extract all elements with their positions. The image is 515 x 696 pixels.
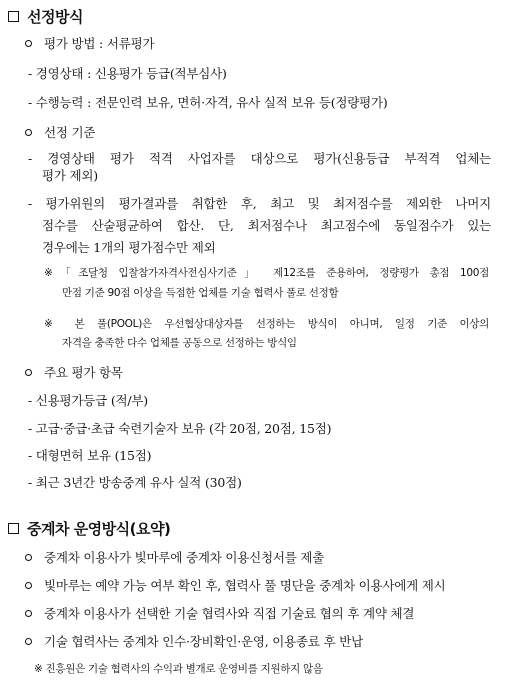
circle-bullet-icon [25,40,32,47]
section-title: 중계차 운영방식(요약) [27,520,171,538]
criteria-item-line: 경우에는 1개의 평가점수만 제외 [42,240,216,255]
note-line: 만점 기준 90점 이상을 득점한 업체를 기술 협력사 풀로 선정함 [62,287,339,299]
checkbox-square-icon [8,523,19,534]
checkbox-square-icon [8,11,19,22]
operation-item: 중계차 이용사가 선택한 기술 협력사와 직접 기술료 협의 후 계약 체결 [44,606,415,621]
section-title: 선정방식 [27,8,83,26]
criteria-item-line: 점수를 산술평균하여 합산. 단, 최저점수나 최고점수에 동일점수가 있는 [42,218,491,233]
circle-bullet-icon [25,638,32,645]
operation-item: 중계차 이용사가 빛마루에 중계차 이용신청서를 제출 [44,550,325,565]
operation-item: 기술 협력사는 중계차 인수·장비확인·운영, 이용종료 후 반납 [44,634,363,649]
circle-bullet-icon [25,554,32,561]
note-line: ※ 본 풀(POOL)은 우선협상대상자를 선정하는 방식이 아니며, 일정 기준 이상의 [44,318,489,330]
evaluation-item: - 최근 3년간 방송중계 유사 실적 (30점) [28,475,242,490]
criteria-item-line: - 평가위원의 평가결과를 취합한 후, 최고 및 최저점수를 제외한 나머지 [28,196,491,211]
note-line: ※「조달청 입찰참가자격사전심사기준」 제12조를 준용하여, 정량평가 총점 100점 [44,267,489,279]
operation-item: 빛마루는 예약 가능 여부 확인 후, 협력사 풀 명단을 중계차 이용사에게 제시 [44,578,446,593]
criteria-label: 선정 기준 [44,125,96,140]
evaluation-item: - 대형면허 보유 (15점) [28,448,152,463]
method-label: 평가 방법 : 서류평가 [44,36,155,51]
operation-note: ※ 진흥원은 기술 협력사의 수익과 별개로 운영비를 지원하지 않음 [34,663,323,675]
criteria-item-line: - 경영상태 평가 적격 사업자를 대상으로 평가(신용등급 부적격 업체는 [28,151,491,166]
evaluation-item: - 고급·중급·초급 숙련기술자 보유 (각 20점, 20점, 15점) [28,421,332,436]
items-label: 주요 평가 항목 [44,365,123,380]
criteria-item-line: 평가 제외) [42,168,98,183]
circle-bullet-icon [25,582,32,589]
note-line: 자격을 충족한 다수 업체를 공동으로 선정하는 방식임 [62,337,297,349]
method-item: - 경영상태 : 신용평가 등급(적부심사) [28,66,227,81]
circle-bullet-icon [25,610,32,617]
method-item: - 수행능력 : 전문인력 보유, 면허·자격, 유사 실적 보유 등(정량평가) [28,95,388,110]
section-heading-operation [8,518,170,539]
circle-bullet-icon [25,369,32,376]
section-heading-selection [8,6,83,27]
circle-bullet-icon [25,129,32,136]
evaluation-item: - 신용평가등급 (적/부) [28,393,148,408]
